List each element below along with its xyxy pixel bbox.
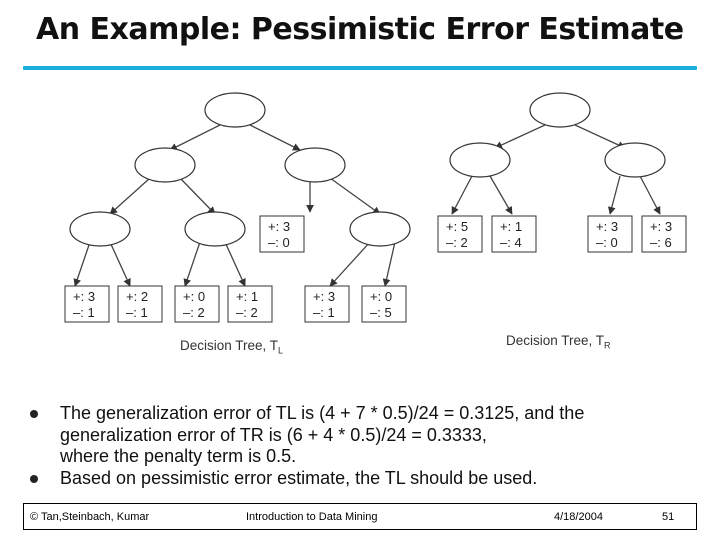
svg-text:–: 0: –: 0	[596, 235, 618, 250]
footer-course: Introduction to Data Mining	[246, 511, 378, 523]
svg-text:+: 3: +: 3	[650, 219, 673, 234]
leaf-box	[588, 216, 632, 252]
bullet-item	[30, 403, 690, 468]
decision-trees-figure	[40, 78, 700, 368]
left-root-node	[205, 93, 265, 127]
bullet-item	[30, 468, 690, 490]
left-internal-node	[350, 212, 410, 246]
leaf-box	[362, 286, 406, 322]
svg-text:–: 1: –: 1	[73, 305, 95, 320]
svg-text:–: 1: –: 1	[313, 305, 335, 320]
left-internal-node	[285, 148, 345, 182]
decision-trees-svg	[40, 78, 700, 368]
leaf-box	[642, 216, 686, 252]
bullet-dot-icon	[30, 410, 38, 418]
leaf-box	[305, 286, 349, 322]
left-internal-node	[135, 148, 195, 182]
leaf-box	[228, 286, 272, 322]
slide-footer	[23, 503, 697, 530]
svg-text:+: 3: +: 3	[596, 219, 619, 234]
svg-text:+: 5: +: 5	[446, 219, 469, 234]
bullet-list	[30, 403, 690, 489]
footer-page-number: 51	[662, 511, 675, 523]
svg-text:–: 6: –: 6	[650, 235, 672, 250]
svg-text:+: 3: +: 3	[73, 289, 96, 304]
bullet-line: where the penalty term is 0.5.	[60, 446, 297, 466]
left-tree-nodes	[70, 93, 410, 246]
bullet-line: generalization error of TR is (6 + 4 * 0.5)/24 = 0.3333,	[60, 424, 487, 445]
right-root-node	[530, 93, 590, 127]
svg-text:+: 2: +: 2	[126, 289, 149, 304]
leaf-box	[260, 216, 304, 252]
svg-text:+: 0: +: 0	[370, 289, 393, 304]
svg-text:–: 2: –: 2	[446, 235, 468, 250]
bullet-line: The generalization error of TL is (4 + 7 * 0.5)/24 = 0.3125, and the	[60, 403, 585, 423]
leaf-box	[175, 286, 219, 322]
bullet-line: Based on pessimistic error estimate, the TL should be used.	[60, 467, 538, 488]
svg-text:–: 2: –: 2	[236, 305, 258, 320]
leaf-box	[65, 286, 109, 322]
left-tree-caption: Decision Tree, $T_L$	[180, 338, 284, 356]
leaf-box	[118, 286, 162, 322]
leaf-box	[492, 216, 536, 252]
svg-text:–: 1: –: 1	[126, 305, 148, 320]
left-internal-node	[185, 212, 245, 246]
right-tree-nodes	[450, 93, 665, 177]
svg-text:+: 3: +: 3	[313, 289, 336, 304]
svg-text:–: 2: –: 2	[183, 305, 205, 320]
left-tree-edges	[75, 125, 395, 286]
svg-text:+: 1: +: 1	[500, 219, 523, 234]
svg-text:+: 1: +: 1	[236, 289, 259, 304]
svg-text:–: 4: –: 4	[500, 235, 522, 250]
right-internal-node	[605, 143, 665, 177]
svg-text:+: 0: +: 0	[183, 289, 206, 304]
slide-title: An Example: Pessimistic Error Estimate	[36, 12, 684, 47]
right-internal-node	[450, 143, 510, 177]
bullet-dot-icon	[30, 475, 38, 483]
svg-text:+: 3: +: 3	[268, 219, 291, 234]
svg-text:–: 5: –: 5	[370, 305, 392, 320]
left-internal-node	[70, 212, 130, 246]
footer-authors: © Tan,Steinbach, Kumar	[30, 511, 150, 523]
leaf-box	[438, 216, 482, 252]
svg-text:–: 0: –: 0	[268, 235, 290, 250]
right-tree-caption: Decision Tree, $T_R$	[506, 333, 611, 351]
title-divider	[23, 66, 697, 70]
footer-date: 4/18/2004	[554, 511, 603, 523]
